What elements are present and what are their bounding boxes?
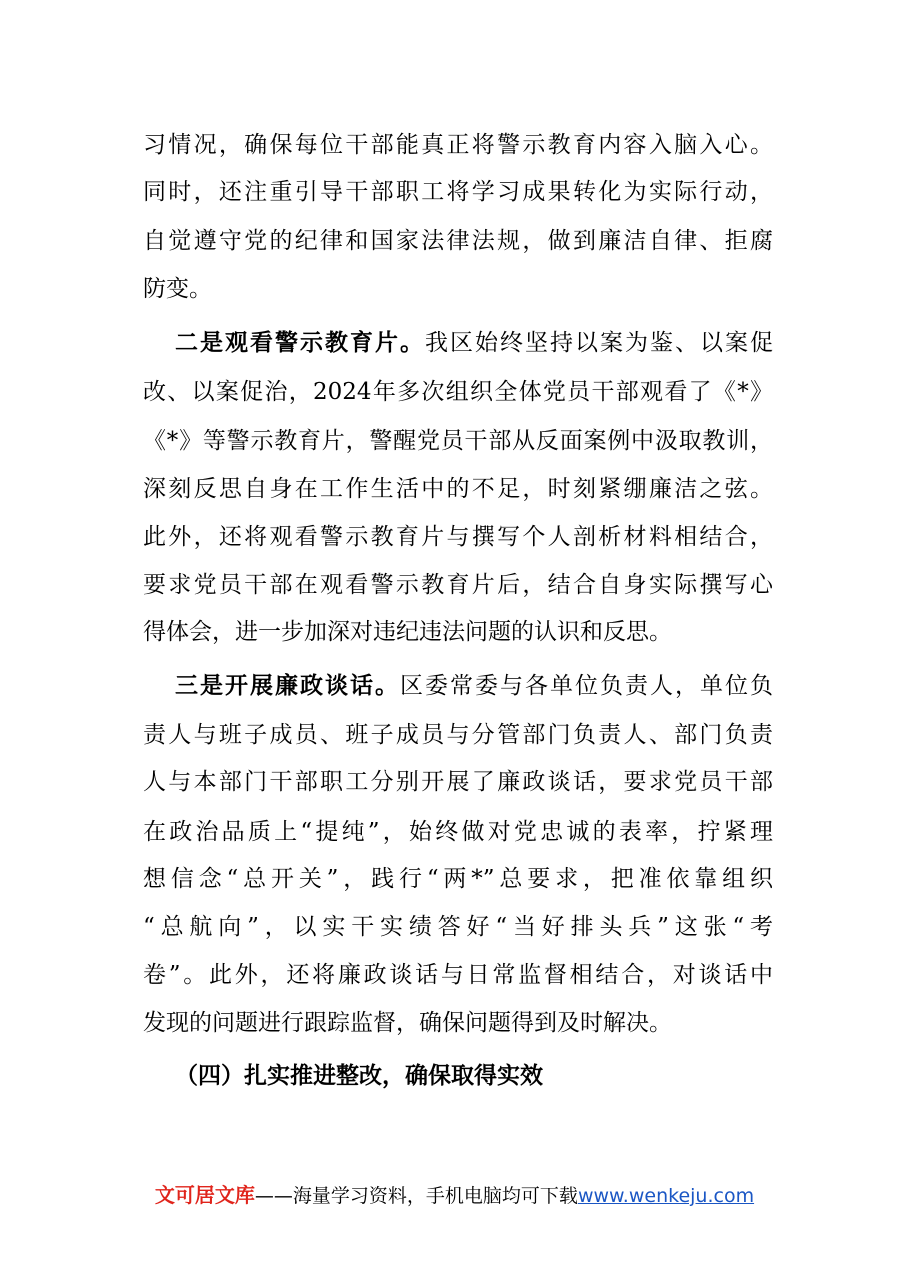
paragraph-line: 要求党员干部在观看警示教育片后，结合自身实际撰写心 [143, 572, 773, 598]
footer-banner [0, 1180, 909, 1211]
paragraph-line: 在政治品质上“提纯”，始终做对党忠诚的表率，拧紧理 [143, 819, 773, 845]
paragraph-line: 防变。 [143, 276, 212, 302]
paragraph-line: 同时，还注重引导干部职工将学习成果转化为实际行动， [143, 179, 773, 205]
paragraph-line: 深刻反思自身在工作生活中的不足，时刻紧绷廉洁之弦。 [143, 476, 773, 502]
paragraph-line: 习情况，确保每位干部能真正将警示教育内容入脑入心。 [143, 132, 773, 158]
paragraph-line: 得体会，进一步加深对违纪违法问题的认识和反思。 [143, 619, 672, 645]
footer-brand: 文可居文库 [154, 1183, 255, 1207]
paragraph-line: 改、以案促治，2024年多次组织全体党员干部观看了《*》 [143, 379, 773, 405]
footer-website-link[interactable]: www.wenkeju.com [577, 1185, 755, 1207]
paragraph-heading: 三是开展廉政谈话。 [175, 672, 400, 699]
paragraph-line: 此外，还将观看警示教育片与撰写个人剖析材料相结合， [143, 524, 773, 550]
paragraph-first-line [175, 328, 773, 358]
paragraph-line: 想信念“总开关”，践行“两*”总要求，把准依靠组织 [143, 866, 773, 892]
paragraph-text: 我区始终坚持以案为鉴、以案促 [425, 330, 773, 356]
paragraph-line: “总航向”，以实干实绩答好“当好排头兵”这张“考 [143, 914, 773, 940]
paragraph-line: 发现的问题进行跟踪监督，确保问题得到及时解决。 [143, 1010, 672, 1036]
paragraph-heading: 二是观看警示教育片。 [175, 329, 425, 356]
paragraph-line: 人与本部门干部职工分别开展了廉政谈话，要求党员干部 [143, 769, 773, 795]
paragraph-first-line [175, 671, 773, 701]
paragraph-line: 《*》等警示教育片，警醒党员干部从反面案例中汲取教训， [143, 428, 773, 454]
footer-tagline: ——海量学习资料，手机电脑均可下载 [254, 1185, 578, 1207]
paragraph-line: 责人与班子成员、班子成员与分管部门负责人、部门负责 [143, 722, 773, 748]
paragraph-line: 卷”。此外，还将廉政谈话与日常监督相结合，对谈话中 [143, 962, 773, 988]
paragraph-text: 区委常委与各单位负责人，单位负 [400, 673, 773, 699]
section-heading: （四）扎实推进整改，确保取得实效 [175, 1062, 543, 1089]
paragraph-line: 自觉遵守党的纪律和国家法律法规，做到廉洁自律、拒腐 [143, 228, 773, 254]
